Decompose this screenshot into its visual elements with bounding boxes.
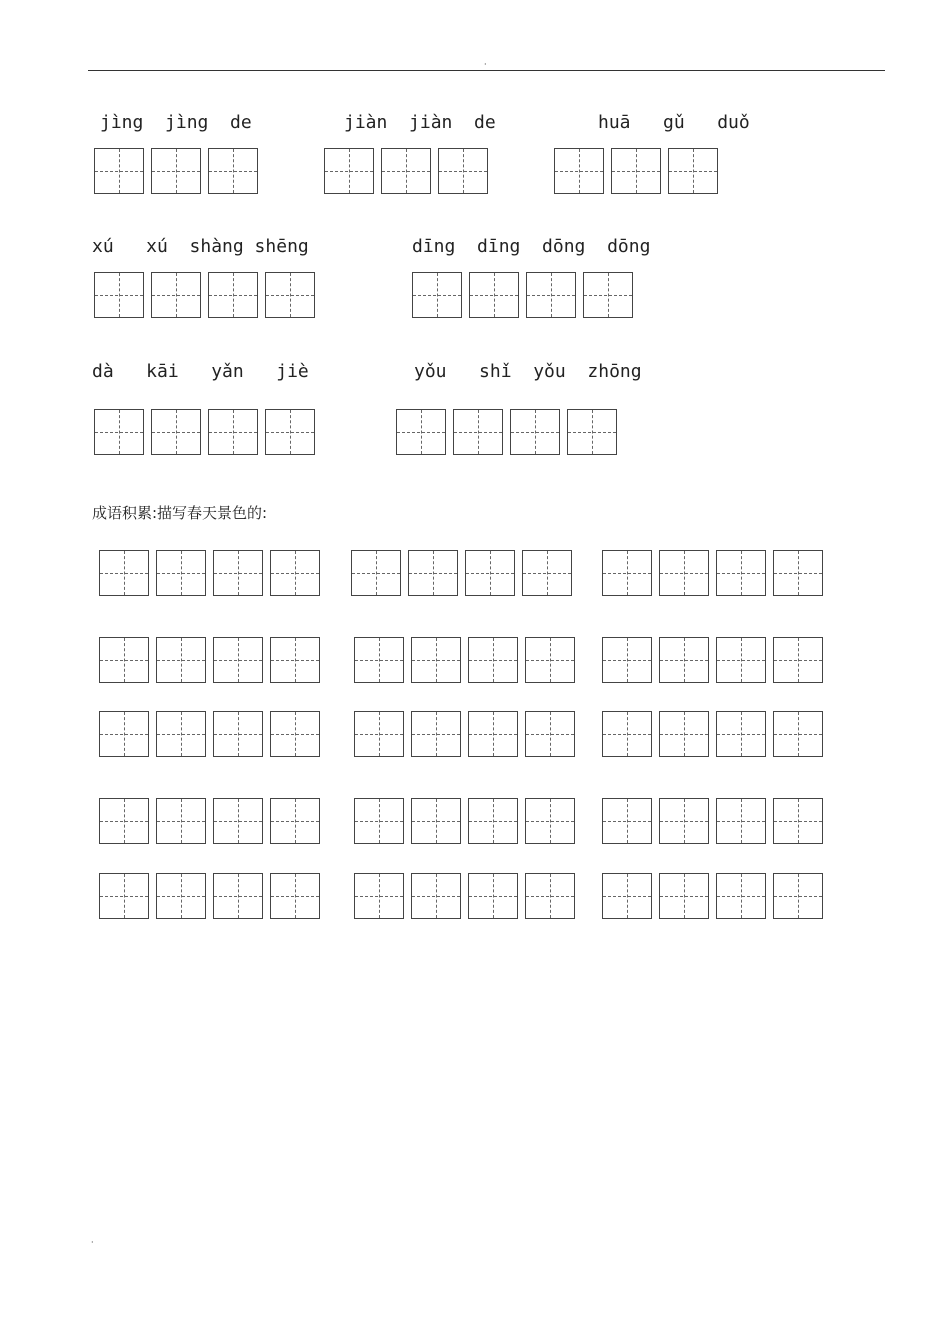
writing-cell[interactable] — [602, 711, 652, 757]
idiom-boxes — [354, 873, 582, 919]
writing-cell[interactable] — [602, 637, 652, 683]
footer-mark: · — [91, 1238, 94, 1247]
writing-cell[interactable] — [468, 798, 518, 844]
writing-cell[interactable] — [213, 711, 263, 757]
writing-cell[interactable] — [773, 798, 823, 844]
writing-cell[interactable] — [583, 272, 633, 318]
writing-cell[interactable] — [151, 409, 201, 455]
writing-cell[interactable] — [354, 873, 404, 919]
idiom-boxes — [354, 798, 582, 844]
writing-cell[interactable] — [208, 148, 258, 194]
pinyin-group: xú xú shàng shēng — [92, 236, 309, 257]
writing-cell[interactable] — [659, 550, 709, 596]
writing-cell[interactable] — [411, 637, 461, 683]
writing-cell[interactable] — [94, 148, 144, 194]
answer-boxes — [324, 148, 495, 194]
writing-cell[interactable] — [99, 637, 149, 683]
writing-cell[interactable] — [522, 550, 572, 596]
writing-cell[interactable] — [396, 409, 446, 455]
writing-cell[interactable] — [469, 272, 519, 318]
header-rule — [88, 70, 885, 71]
writing-cell[interactable] — [465, 550, 515, 596]
writing-cell[interactable] — [659, 798, 709, 844]
writing-cell[interactable] — [468, 711, 518, 757]
writing-cell[interactable] — [381, 148, 431, 194]
writing-cell[interactable] — [94, 272, 144, 318]
writing-cell[interactable] — [659, 711, 709, 757]
idiom-boxes — [602, 798, 830, 844]
pinyin-group: jiàn jiàn de — [344, 112, 496, 133]
idiom-boxes — [99, 711, 327, 757]
writing-cell[interactable] — [408, 550, 458, 596]
idiom-boxes — [351, 550, 579, 596]
writing-cell[interactable] — [716, 711, 766, 757]
writing-cell[interactable] — [773, 873, 823, 919]
idiom-boxes — [602, 711, 830, 757]
answer-boxes — [396, 409, 624, 455]
writing-cell[interactable] — [716, 798, 766, 844]
writing-cell[interactable] — [525, 798, 575, 844]
answer-boxes — [94, 148, 265, 194]
writing-cell[interactable] — [354, 798, 404, 844]
writing-cell[interactable] — [99, 798, 149, 844]
writing-cell[interactable] — [270, 798, 320, 844]
writing-cell[interactable] — [659, 637, 709, 683]
writing-cell[interactable] — [156, 637, 206, 683]
writing-cell[interactable] — [156, 550, 206, 596]
answer-boxes — [412, 272, 640, 318]
writing-cell[interactable] — [270, 550, 320, 596]
writing-cell[interactable] — [438, 148, 488, 194]
writing-cell[interactable] — [156, 711, 206, 757]
writing-cell[interactable] — [453, 409, 503, 455]
writing-cell[interactable] — [411, 798, 461, 844]
writing-cell[interactable] — [99, 873, 149, 919]
answer-boxes — [94, 409, 322, 455]
idiom-boxes — [99, 550, 327, 596]
writing-cell[interactable] — [412, 272, 462, 318]
writing-cell[interactable] — [213, 637, 263, 683]
writing-cell[interactable] — [94, 409, 144, 455]
writing-cell[interactable] — [659, 873, 709, 919]
writing-cell[interactable] — [554, 148, 604, 194]
pinyin-group: dà kāi yǎn jiè — [92, 361, 309, 382]
writing-cell[interactable] — [270, 637, 320, 683]
writing-cell[interactable] — [525, 711, 575, 757]
writing-cell[interactable] — [773, 550, 823, 596]
idiom-boxes — [354, 711, 582, 757]
pinyin-group: huā gǔ duǒ — [598, 112, 750, 133]
writing-cell[interactable] — [668, 148, 718, 194]
writing-cell[interactable] — [324, 148, 374, 194]
header-mark: · — [484, 60, 487, 69]
writing-cell[interactable] — [525, 637, 575, 683]
writing-cell[interactable] — [716, 873, 766, 919]
idiom-boxes — [354, 637, 582, 683]
idiom-boxes — [99, 637, 327, 683]
writing-cell[interactable] — [351, 550, 401, 596]
writing-cell[interactable] — [156, 798, 206, 844]
writing-cell[interactable] — [411, 711, 461, 757]
writing-cell[interactable] — [773, 637, 823, 683]
writing-cell[interactable] — [151, 272, 201, 318]
idiom-boxes — [99, 798, 327, 844]
writing-cell[interactable] — [354, 637, 404, 683]
writing-cell[interactable] — [510, 409, 560, 455]
answer-boxes — [94, 272, 322, 318]
writing-cell[interactable] — [156, 873, 206, 919]
writing-cell[interactable] — [265, 409, 315, 455]
writing-cell[interactable] — [773, 711, 823, 757]
writing-cell[interactable] — [151, 148, 201, 194]
writing-cell[interactable] — [716, 550, 766, 596]
writing-cell[interactable] — [716, 637, 766, 683]
idiom-boxes — [602, 873, 830, 919]
writing-cell[interactable] — [99, 711, 149, 757]
writing-cell[interactable] — [354, 711, 404, 757]
writing-cell[interactable] — [602, 798, 652, 844]
writing-cell[interactable] — [611, 148, 661, 194]
idiom-boxes — [602, 637, 830, 683]
pinyin-group: dīng dīng dōng dōng — [412, 236, 651, 257]
writing-cell[interactable] — [411, 873, 461, 919]
writing-cell[interactable] — [208, 272, 258, 318]
writing-cell[interactable] — [213, 798, 263, 844]
writing-cell[interactable] — [270, 711, 320, 757]
answer-boxes — [554, 148, 725, 194]
writing-cell[interactable] — [270, 873, 320, 919]
writing-cell[interactable] — [526, 272, 576, 318]
section-heading: 成语积累:描写春天景色的: — [92, 504, 268, 522]
writing-cell[interactable] — [602, 550, 652, 596]
writing-cell[interactable] — [213, 873, 263, 919]
writing-cell[interactable] — [208, 409, 258, 455]
idiom-boxes — [99, 873, 327, 919]
writing-cell[interactable] — [213, 550, 263, 596]
writing-cell[interactable] — [265, 272, 315, 318]
writing-cell[interactable] — [567, 409, 617, 455]
writing-cell[interactable] — [468, 637, 518, 683]
pinyin-group: jìng jìng de — [100, 112, 252, 133]
pinyin-group: yǒu shǐ yǒu zhōng — [414, 361, 642, 382]
writing-cell[interactable] — [99, 550, 149, 596]
writing-cell[interactable] — [525, 873, 575, 919]
idiom-boxes — [602, 550, 830, 596]
writing-cell[interactable] — [468, 873, 518, 919]
writing-cell[interactable] — [602, 873, 652, 919]
